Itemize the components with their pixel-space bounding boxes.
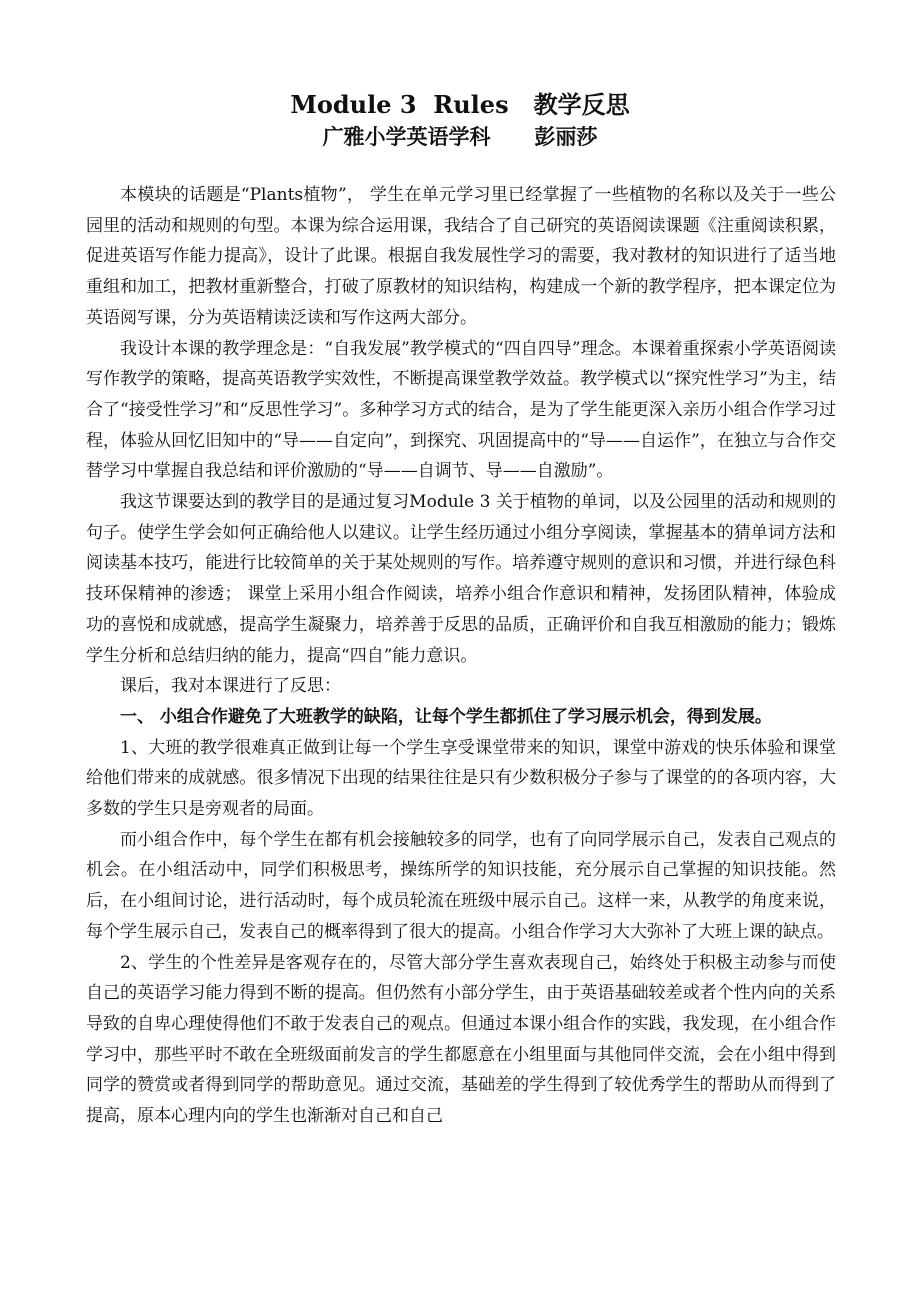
section-heading-1: 一、 小组合作避免了大班教学的缺陷，让每个学生都抓住了学习展示机会，得到发展。 (120, 706, 772, 727)
paragraph-concept: 我设计本课的教学理念是：“自我发展”教学模式的“四自四导”理念。本课着重探索小学英语阅读写作教学的策略，提高英语教学实效性，不断提高课堂教学效益。教学模式以“探究性学习”为主，结合了“接受性学习”和“反思性学习”。多种学习方式的结合，是为了学生能更深入亲历小组合作学习过程，体验从回忆旧知中的“导——自定向”，到探究、巩固提高中的“导——自运作”，在独立与合作交替学习中掌握自我总结和评价激励的“导——自调节、导——自激励”。 (86, 338, 836, 482)
paragraph-reflection-intro: 课后，我对本课进行了反思： (120, 676, 341, 697)
document-title: Module 3 Rules 教学反思 (290, 90, 630, 119)
paragraph-point-2: 2、学生的个性差异是客观存在的，尽管大部分学生喜欢表现自己，始终处于积极主动参与而使自己的英语学习能力得到不断的提高。但仍然有小部分学生，由于英语基础较差或者个性内向的关系导致的自卑心理使得他们不敢于发表自己的观点。但通过本课小组合作的实践，我发现，在小组合作学习中，那些平时不敢在全班级面前发言的学生都愿意在小组里面与其他同伴交流，会在小组中得到同学的赞赏或者得到同学的帮助意见。通过交流，基础差的学生得到了较优秀学生的帮助从而得到了提高，原本心理内向的学生也渐渐对自己和自己 (86, 952, 836, 1127)
paragraph-topic: 本模块的话题是“Plants植物”， 学生在单元学习里已经掌握了一些植物的名称以及关于一些公园里的活动和规则的句型。本课为综合运用课，我结合了自己研究的英语阅读课题《注重阅读积累，促进英语写作能力提高》，设计了此课。根据自我发展性学习的需要，我对教材的知识进行了适当地重组和加工，把教材重新整合，打破了原教材的知识结构，构建成一个新的教学程序，把本课定位为英语阅写课，分为英语精读泛读和写作这两大部分。 (86, 185, 836, 328)
paragraph-group-work: 而小组合作中，每个学生在都有机会接触较多的同学，也有了向同学展示自己，发表自己观点的机会。在小组活动中，同学们积极思考，操练所学的知识技能，充分展示自己掌握的知识技能。然后，在小组间讨论，进行活动时，每个成员轮流在班级中展示自己。这样一来，从教学的角度来说，每个学生展示自己，发表自己的概率得到了很大的提高。小组合作学习大大弥补了大班上课的缺点。 (86, 829, 836, 942)
paragraph-objectives: 我这节课要达到的教学目的是通过复习Module 3 关于植物的单词，以及公园里的活动和规则的句子。使学生学会如何正确给他人以建议。让学生经历通过小组分享阅读，掌握基本的猜单词方法和阅读基本技巧，能进行比较简单的关于某处规则的写作。培养遵守规则的意识和习惯，并进行绿色科技环保精神的渗透； 课堂上采用小组合作阅读，培养小组合作意识和精神，发扬团队精神，体验成功的喜悦和成就感，提高学生凝聚力，培养善于反思的品质，正确评价和自我互相激励的能力；锻炼学生分析和总结归纳的能力，提高“四自”能力意识。 (86, 492, 836, 666)
paragraph-point-1: 1、大班的教学很难真正做到让每一个学生享受课堂带来的知识，课堂中游戏的快乐体验和课堂给他们带来的成就感。很多情况下出现的结果往往是只有少数积极分子参与了课堂的的各项内容，大多数的学生只是旁观者的局面。 (86, 737, 836, 820)
document-body (86, 180, 836, 1132)
document-subtitle: 广雅小学英语学科 彭丽莎 (322, 124, 598, 149)
